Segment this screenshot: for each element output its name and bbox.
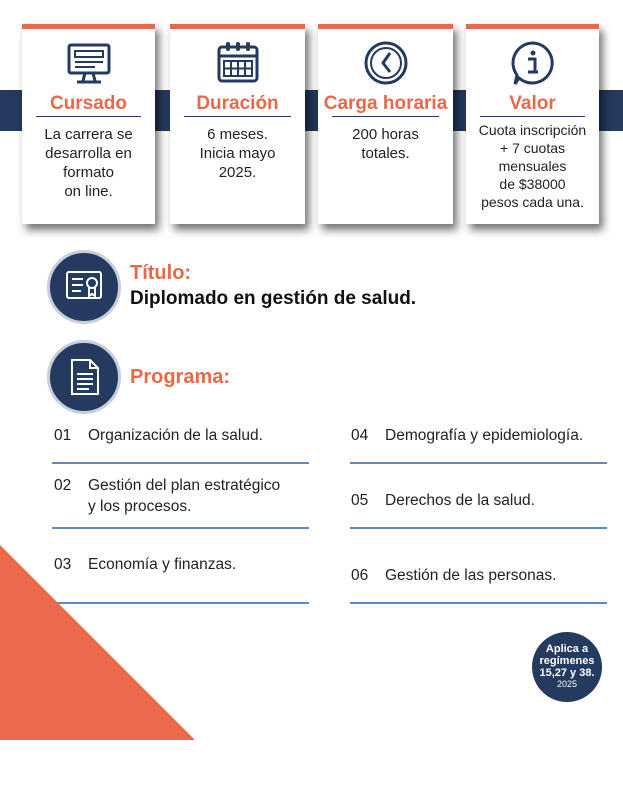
titulo-value: Diplomado en gestión de salud. [130, 288, 417, 309]
item-text: Gestión del plan estratégico y los procesos. [88, 477, 281, 515]
item-number: 04 [351, 427, 369, 444]
card-valor [466, 24, 599, 224]
item-text: Gestión de las personas. [385, 567, 557, 584]
card-title: Carga horaria [323, 93, 448, 114]
document-icon [63, 356, 105, 398]
regimenes-badge: Aplica a regímenes 15,27 y 38. 2025 [532, 632, 602, 702]
divider [350, 462, 607, 464]
divider [350, 527, 607, 529]
divider [52, 527, 309, 529]
card-description: 200 horas totales. [352, 126, 419, 162]
item-number: 02 [54, 477, 72, 494]
titulo-label: Título: [130, 262, 192, 284]
card-title: Duración [196, 93, 279, 114]
divider [52, 462, 309, 464]
item-text: Economía y finanzas. [88, 556, 237, 573]
program-circle [47, 340, 121, 414]
card-underline [36, 116, 141, 117]
calendar-icon [214, 39, 262, 87]
info-icon [509, 39, 557, 87]
monitor-icon [65, 39, 113, 87]
item-text: Organización de la salud. [88, 427, 263, 444]
programa-label: Programa: [130, 366, 231, 388]
item-number: 05 [351, 492, 369, 509]
card-underline [480, 116, 585, 117]
card-cursado [22, 24, 155, 224]
card-underline [332, 116, 439, 117]
diploma-icon [63, 266, 105, 308]
card-title: Cursado [49, 93, 128, 114]
item-text: Derechos de la salud. [385, 492, 535, 509]
card-duracion [170, 24, 305, 224]
clock-icon [362, 39, 410, 87]
card-description: La carrera se desarrolla en formato on line. [44, 126, 133, 200]
diploma-circle [47, 250, 121, 324]
item-number: 01 [54, 427, 72, 444]
card-carga-horaria [318, 24, 453, 224]
item-text: Demografía y epidemiología. [385, 427, 584, 444]
card-description: Cuota inscripción + 7 cuotas mensuales de $38000 pesos cada una. [478, 122, 587, 210]
item-number: 06 [351, 567, 369, 584]
program-item [54, 475, 314, 519]
divider [350, 602, 607, 604]
card-title: Valor [509, 93, 556, 114]
card-description: 6 meses. Inicia mayo 2025. [199, 126, 276, 181]
decorative-triangle [0, 545, 195, 740]
item-number: 03 [54, 556, 72, 573]
card-underline [184, 116, 291, 117]
